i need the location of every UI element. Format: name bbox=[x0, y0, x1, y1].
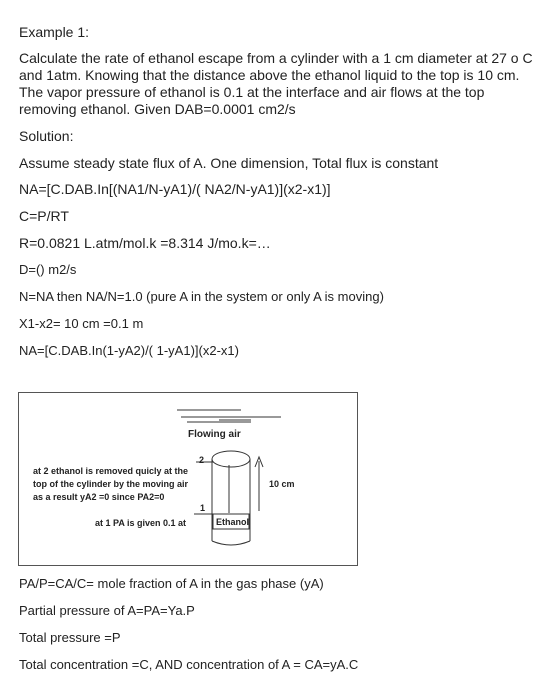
removal-note-1: at 2 ethanol is removed quicly at the bbox=[33, 466, 189, 476]
distance-label: 10 cm bbox=[269, 479, 295, 489]
solution-label: Solution: bbox=[19, 128, 74, 144]
mole-fraction-line: PA/P=CA/C= mole fraction of A in the gas phase (yA) bbox=[19, 576, 324, 591]
total-concentration-line: Total concentration =C, AND concentration of A = CA=yA.C bbox=[19, 657, 359, 672]
partial-pressure-line: Partial pressure of A=PA=Ya.P bbox=[19, 603, 195, 618]
ethanol-label: Ethanol bbox=[216, 517, 249, 527]
point-2-label: 2 bbox=[199, 455, 205, 465]
flux-equation: NA=[C.DAB.In[(NA1/N-yA1)/( NA2/N-yA1)](x2-x1)] bbox=[19, 181, 331, 197]
example-heading: Example 1: bbox=[19, 24, 90, 40]
assumption-line: Assume steady state flux of A. One dimension, Total flux is constant bbox=[19, 155, 439, 171]
gas-constant-line: R=0.0821 L.atm/mol.k =8.314 J/mo.k=… bbox=[19, 235, 271, 251]
simplified-flux-equation: NA=[C.DAB.In(1-yA2)/( 1-yA1)](x2-x1) bbox=[19, 343, 239, 358]
total-pressure-line: Total pressure =P bbox=[19, 630, 121, 645]
cylinder-top-ellipse bbox=[212, 451, 250, 467]
flux-ratio-line: N=NA then NA/N=1.0 (pure A in the system or only A is moving) bbox=[19, 289, 384, 304]
flowing-air-label: Flowing air bbox=[188, 429, 241, 440]
removal-note-3: as a result yA2 =0 since PA2=0 bbox=[33, 492, 165, 502]
pa-given-label: at 1 PA is given 0.1 at bbox=[95, 518, 187, 528]
distance-line: X1-x2= 10 cm =0.1 m bbox=[19, 316, 144, 331]
diffusion-diagram bbox=[18, 392, 358, 566]
diffusivity-line: D=() m2/s bbox=[19, 262, 77, 277]
point-1-label: 1 bbox=[200, 503, 206, 513]
concentration-equation: C=P/RT bbox=[19, 208, 69, 224]
problem-statement: Calculate the rate of ethanol escape from a cylinder with a 1 cm diameter at 27 o C and 1atm. Knowing that the distance above the ethanol liquid to the top is 10 cm. The vapor pressure of ethanol is 0.1 at the interface and air flows at the top removing ethanol. Given DAB=0.0001 cm2/s bbox=[19, 50, 533, 117]
cylinder-bottom bbox=[212, 541, 250, 545]
removal-note-2: top of the cylinder by the moving air bbox=[33, 479, 189, 489]
